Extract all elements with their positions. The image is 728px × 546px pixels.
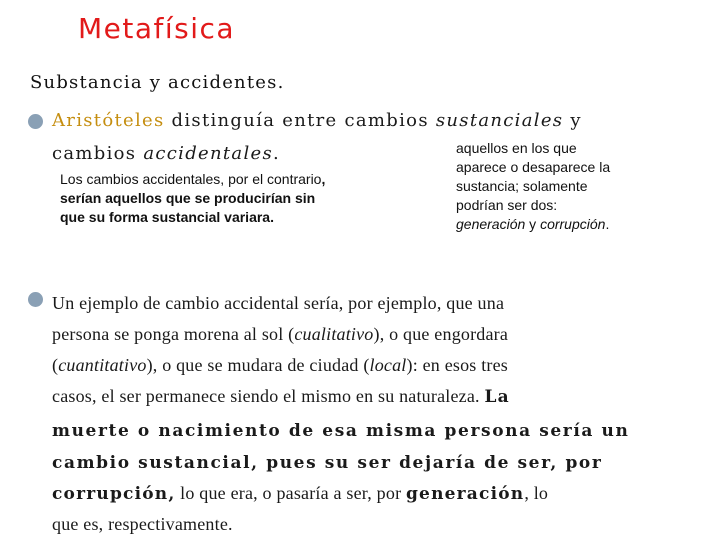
text-bold: La bbox=[484, 387, 510, 407]
bullet-icon bbox=[28, 292, 43, 307]
text-bold: generación bbox=[405, 484, 525, 504]
substantial-note bbox=[456, 139, 626, 234]
text: ): en esos tres bbox=[406, 355, 508, 375]
text: ), o que engordara bbox=[373, 324, 509, 344]
text: y bbox=[525, 216, 541, 232]
text: cambios bbox=[52, 143, 144, 164]
emph-accidentales: accidentales bbox=[143, 143, 273, 164]
text: aquellos en los que aparece o desaparece la sustancia; solamente podrían ser dos: bbox=[456, 140, 611, 213]
slide-title: Metafísica bbox=[78, 12, 236, 45]
emph-cuantitativo: cuantitativo bbox=[58, 355, 147, 375]
bullet-2-line-5: muerte o nacimiento de esa misma persona sería un bbox=[52, 421, 630, 441]
emph-sustanciales: sustanciales bbox=[435, 110, 564, 131]
bullet-2-line-8: que es, respectivamente. bbox=[52, 514, 233, 534]
text-bold: , serían aquellos que se producirían sin que su forma sustancial variara. bbox=[60, 171, 326, 225]
accidental-note bbox=[60, 170, 330, 227]
text: . bbox=[605, 216, 610, 232]
emph-cualitativo: cualitativo bbox=[294, 324, 374, 344]
emph-local: local bbox=[369, 355, 407, 375]
aristoteles-name: Aristóteles bbox=[52, 110, 165, 131]
text: , lo bbox=[524, 483, 549, 503]
emph-corrupcion: corrupción bbox=[540, 216, 606, 232]
bullet-2-line-4 bbox=[52, 386, 692, 407]
text: casos, el ser permanece siendo el mismo en su naturaleza. bbox=[52, 386, 485, 406]
subheading: Substancia y accidentes. bbox=[30, 72, 285, 93]
text: persona se ponga morena al sol ( bbox=[52, 324, 295, 344]
text: y bbox=[563, 110, 582, 131]
text: Los cambios accidentales, por el contrario bbox=[60, 171, 322, 187]
bullet-2-line-6: cambio sustancial, pues su ser dejaría de ser, por bbox=[52, 453, 603, 473]
bullet-2-line-3 bbox=[52, 355, 692, 376]
text: ( bbox=[52, 355, 59, 375]
text: . bbox=[273, 143, 281, 164]
text: distinguía entre cambios bbox=[164, 110, 436, 131]
text: lo que era, o pasaría a ser, por bbox=[175, 483, 406, 503]
bullet-2-line-2 bbox=[52, 324, 692, 345]
emph-generacion: generación bbox=[456, 216, 526, 232]
bullet-icon bbox=[28, 114, 43, 129]
bullet-2-line-1: Un ejemplo de cambio accidental sería, por ejemplo, que una bbox=[52, 293, 505, 313]
bullet-1-line-2 bbox=[52, 143, 280, 164]
text-bold: corrupción, bbox=[52, 484, 176, 504]
bullet-2-line-7 bbox=[52, 483, 692, 504]
bullet-1-line-1 bbox=[52, 110, 582, 131]
text: ), o que se mudara de ciudad ( bbox=[146, 355, 370, 375]
